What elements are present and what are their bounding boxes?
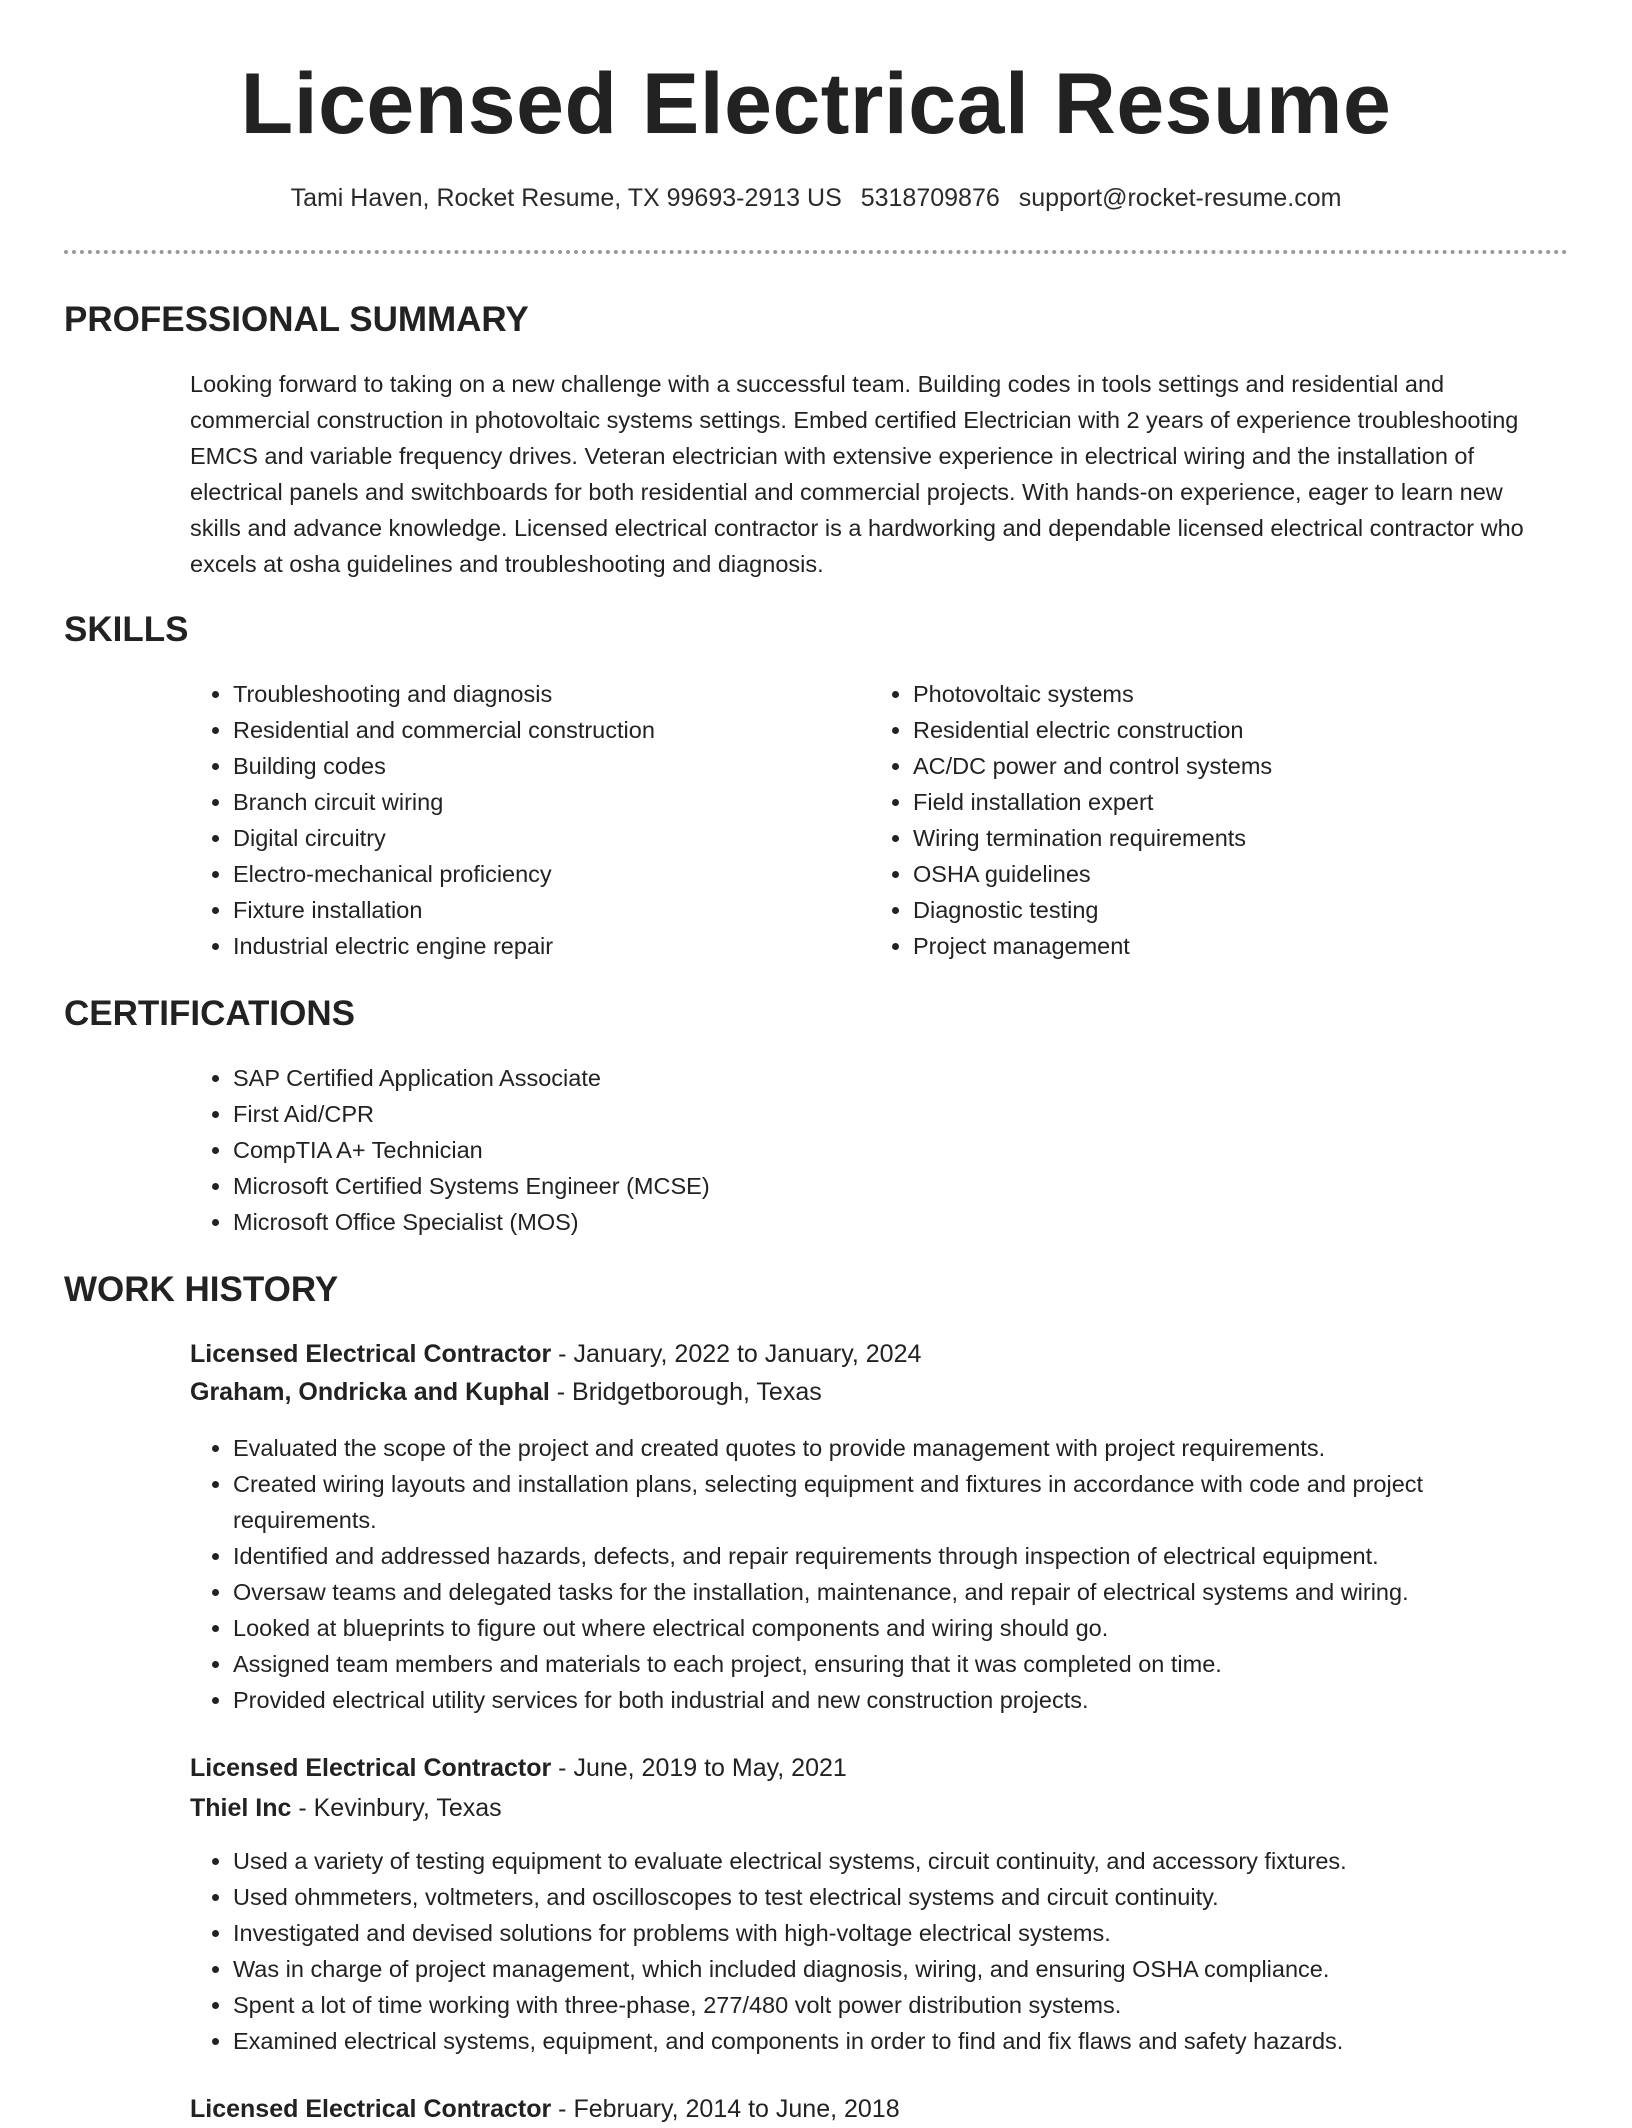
job-title-line bbox=[190, 2090, 900, 2128]
job-duty-item: • Provided electrical utility services for both industrial and new construction projects. bbox=[233, 1682, 1573, 1718]
skills-list-right bbox=[870, 676, 1533, 964]
job-duty-item: • Looked at blueprints to figure out where electrical components and wiring should go. bbox=[233, 1610, 1573, 1646]
contact-address: Tami Haven, Rocket Resume, TX 99693-2913 US bbox=[290, 184, 842, 212]
certifications-heading: CERTIFICATIONS bbox=[64, 994, 356, 1033]
contact-phone: 5318709876 bbox=[860, 184, 1000, 212]
certification-item: • Microsoft Certified Systems Engineer (MCSE) bbox=[233, 1168, 1533, 1204]
contact-email: support@rocket-resume.com bbox=[1018, 184, 1342, 212]
job-dates: - June, 2019 to May, 2021 bbox=[551, 1754, 847, 1782]
skill-item: • Residential electric construction bbox=[913, 712, 1533, 748]
work-history-heading: WORK HISTORY bbox=[64, 1270, 339, 1309]
skill-item: • Project management bbox=[913, 928, 1533, 964]
skill-item: • Troubleshooting and diagnosis bbox=[233, 676, 853, 712]
job-company: Graham, Ondricka and Kuphal bbox=[190, 1378, 550, 1406]
job-duty-item: • Examined electrical systems, equipment, and components in order to find and fix flaws and safety hazards. bbox=[233, 2023, 1573, 2059]
skill-item: • Industrial electric engine repair bbox=[233, 928, 853, 964]
job-title-line bbox=[190, 1749, 847, 1787]
skill-item: • Building codes bbox=[233, 748, 853, 784]
job-duty-item: • Was in charge of project management, which included diagnosis, wiring, and ensuring OSHA compliance. bbox=[233, 1951, 1573, 1987]
skills-list-left bbox=[190, 676, 853, 964]
job-title-line bbox=[190, 1335, 921, 1373]
certifications-list bbox=[190, 1060, 1533, 1240]
job-duty-item: • Used a variety of testing equipment to evaluate electrical systems, circuit continuity, and accessory fixtures. bbox=[233, 1843, 1573, 1879]
job-location: - Kevinbury, Texas bbox=[291, 1794, 502, 1822]
job-duties-list bbox=[190, 1843, 1573, 2059]
job-company-line bbox=[190, 1373, 822, 1411]
job-dates: - January, 2022 to January, 2024 bbox=[551, 1340, 922, 1368]
skill-item: • Branch circuit wiring bbox=[233, 784, 853, 820]
certification-item: • Microsoft Office Specialist (MOS) bbox=[233, 1204, 1533, 1240]
job-duty-item: • Spent a lot of time working with three-phase, 277/480 volt power distribution systems. bbox=[233, 1987, 1573, 2023]
skill-item: • Field installation expert bbox=[913, 784, 1533, 820]
skill-item: • Diagnostic testing bbox=[913, 892, 1533, 928]
resume-title: Licensed Electrical Resume bbox=[240, 56, 1392, 152]
skill-item: • Residential and commercial construction bbox=[233, 712, 853, 748]
job-company-line bbox=[190, 1789, 502, 1827]
job-company: Thiel Inc bbox=[190, 1794, 292, 1822]
skills-heading: SKILLS bbox=[64, 610, 189, 649]
job-title: Licensed Electrical Contractor bbox=[190, 1340, 552, 1368]
skill-item: • OSHA guidelines bbox=[913, 856, 1533, 892]
job-duty-item: • Oversaw teams and delegated tasks for the installation, maintenance, and repair of electrical systems and wiring. bbox=[233, 1574, 1573, 1610]
summary-heading: PROFESSIONAL SUMMARY bbox=[64, 300, 529, 339]
job-title: Licensed Electrical Contractor bbox=[190, 2095, 552, 2123]
job-dates: - February, 2014 to June, 2018 bbox=[551, 2095, 900, 2123]
job-duty-item: • Used ohmmeters, voltmeters, and oscilloscopes to test electrical systems and circuit continuity. bbox=[233, 1879, 1573, 1915]
certification-item: • CompTIA A+ Technician bbox=[233, 1132, 1533, 1168]
skill-item: • Wiring termination requirements bbox=[913, 820, 1533, 856]
job-location: - Bridgetborough, Texas bbox=[549, 1378, 822, 1406]
job-title: Licensed Electrical Contractor bbox=[190, 1754, 552, 1782]
summary-text: Looking forward to taking on a new challenge with a successful team. Building codes in tools settings and residential and commercial construction in photovoltaic systems settings. Embed certified Electrician with 2 years of experience troubleshooting EMCS and variable frequency drives. Veteran electrician with extensive experience in electrical wiring and the installation of electrical panels and switchboards for both residential and commercial projects. With hands-on experience, eager to learn new skills and advance knowledge. Licensed electrical contractor is a hardworking and dependable licensed electrical contractor who excels at osha guidelines and troubleshooting and diagnosis. bbox=[190, 371, 1524, 577]
job-duty-item: • Created wiring layouts and installation plans, selecting equipment and fixtures in accordance with code and project requirements. bbox=[233, 1466, 1573, 1538]
job-duty-item: • Investigated and devised solutions for problems with high-voltage electrical systems. bbox=[233, 1915, 1573, 1951]
job-duty-item: • Evaluated the scope of the project and created quotes to provide management with project requirements. bbox=[233, 1430, 1573, 1466]
skill-item: • AC/DC power and control systems bbox=[913, 748, 1533, 784]
certification-item: • First Aid/CPR bbox=[233, 1096, 1533, 1132]
job-duty-item: • Identified and addressed hazards, defects, and repair requirements through inspection of electrical equipment. bbox=[233, 1538, 1573, 1574]
contact-line bbox=[0, 180, 1632, 216]
skill-item: • Fixture installation bbox=[233, 892, 853, 928]
job-duties-list bbox=[190, 1430, 1573, 1718]
header-divider bbox=[64, 250, 1568, 254]
skill-item: • Digital circuitry bbox=[233, 820, 853, 856]
skill-item: • Photovoltaic systems bbox=[913, 676, 1533, 712]
certification-item: • SAP Certified Application Associate bbox=[233, 1060, 1533, 1096]
skill-item: • Electro-mechanical proficiency bbox=[233, 856, 853, 892]
job-duty-item: • Assigned team members and materials to each project, ensuring that it was completed on time. bbox=[233, 1646, 1573, 1682]
